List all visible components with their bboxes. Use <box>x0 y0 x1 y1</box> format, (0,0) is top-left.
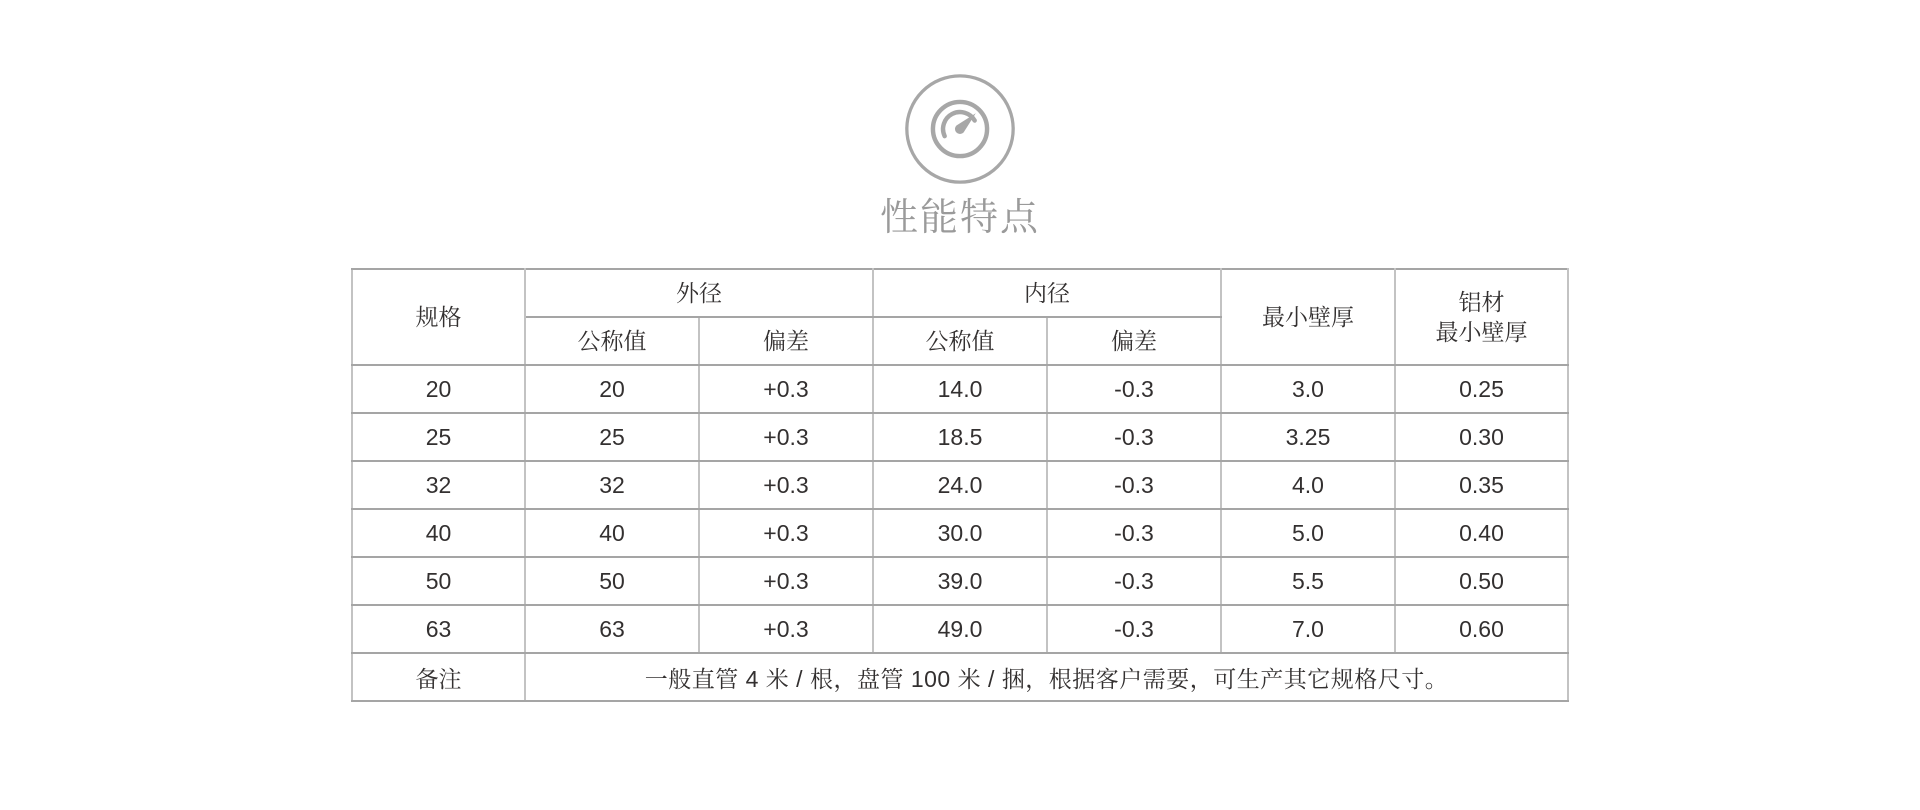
cell-id-deviation: -0.3 <box>1047 365 1221 413</box>
cell-od-nominal: 40 <box>525 509 699 557</box>
cell-id-deviation: -0.3 <box>1047 509 1221 557</box>
cell-od-deviation: +0.3 <box>699 461 873 509</box>
cell-od-nominal: 20 <box>525 365 699 413</box>
cell-id-nominal: 49.0 <box>873 605 1047 653</box>
cell-od-deviation: +0.3 <box>699 557 873 605</box>
cell-id-nominal: 39.0 <box>873 557 1047 605</box>
header-inner-diameter: 内径 <box>873 269 1221 317</box>
table-row <box>352 461 1568 509</box>
cell-id-deviation: -0.3 <box>1047 461 1221 509</box>
table-row <box>352 605 1568 653</box>
cell-id-deviation: -0.3 <box>1047 413 1221 461</box>
header-outer-diameter: 外径 <box>525 269 873 317</box>
cell-od-nominal: 32 <box>525 461 699 509</box>
header-spec: 规格 <box>352 269 525 365</box>
table-row <box>352 365 1568 413</box>
remark-label: 备注 <box>352 653 525 701</box>
cell-al-min-wall: 0.25 <box>1395 365 1568 413</box>
cell-od-deviation: +0.3 <box>699 509 873 557</box>
cell-spec: 40 <box>352 509 525 557</box>
cell-al-min-wall: 0.30 <box>1395 413 1568 461</box>
cell-spec: 20 <box>352 365 525 413</box>
spec-table-body <box>352 365 1568 701</box>
cell-al-min-wall: 0.50 <box>1395 557 1568 605</box>
cell-min-wall: 5.5 <box>1221 557 1395 605</box>
cell-id-nominal: 24.0 <box>873 461 1047 509</box>
cell-min-wall: 3.25 <box>1221 413 1395 461</box>
cell-spec: 25 <box>352 413 525 461</box>
cell-min-wall: 4.0 <box>1221 461 1395 509</box>
cell-od-nominal: 50 <box>525 557 699 605</box>
spec-table <box>351 268 1569 702</box>
remark-row <box>352 653 1568 701</box>
header-od-nominal: 公称值 <box>525 317 699 365</box>
header-aluminum-line2: 最小壁厚 <box>1435 319 1528 345</box>
cell-min-wall: 5.0 <box>1221 509 1395 557</box>
cell-id-deviation: -0.3 <box>1047 605 1221 653</box>
cell-spec: 32 <box>352 461 525 509</box>
cell-od-deviation: +0.3 <box>699 605 873 653</box>
remark-text: 一般直管 4 米 / 根，盘管 100 米 / 捆，根据客户需要，可生产其它规格尺寸。 <box>525 653 1568 701</box>
cell-id-deviation: -0.3 <box>1047 557 1221 605</box>
cell-id-nominal: 18.5 <box>873 413 1047 461</box>
cell-al-min-wall: 0.35 <box>1395 461 1568 509</box>
header-min-wall: 最小壁厚 <box>1221 269 1395 365</box>
spec-table-header <box>352 269 1568 365</box>
cell-id-nominal: 30.0 <box>873 509 1047 557</box>
section-title: 性能特点 <box>879 197 1040 239</box>
feature-header <box>880 71 1040 240</box>
cell-min-wall: 7.0 <box>1221 605 1395 653</box>
table-row <box>352 509 1568 557</box>
table-row <box>352 557 1568 605</box>
cell-spec: 63 <box>352 605 525 653</box>
cell-id-nominal: 14.0 <box>873 365 1047 413</box>
cell-al-min-wall: 0.60 <box>1395 605 1568 653</box>
header-id-deviation: 偏差 <box>1047 317 1221 365</box>
cell-od-nominal: 63 <box>525 605 699 653</box>
cell-min-wall: 3.0 <box>1221 365 1395 413</box>
header-row-top <box>352 269 1568 317</box>
header-aluminum-min-wall <box>1395 269 1568 365</box>
cell-spec: 50 <box>352 557 525 605</box>
header-od-deviation: 偏差 <box>699 317 873 365</box>
cell-od-nominal: 25 <box>525 413 699 461</box>
header-id-nominal: 公称值 <box>873 317 1047 365</box>
gauge-icon <box>902 71 1018 187</box>
table-row <box>352 413 1568 461</box>
cell-al-min-wall: 0.40 <box>1395 509 1568 557</box>
cell-od-deviation: +0.3 <box>699 413 873 461</box>
cell-od-deviation: +0.3 <box>699 365 873 413</box>
header-aluminum-line1: 铝材 <box>1458 289 1505 315</box>
